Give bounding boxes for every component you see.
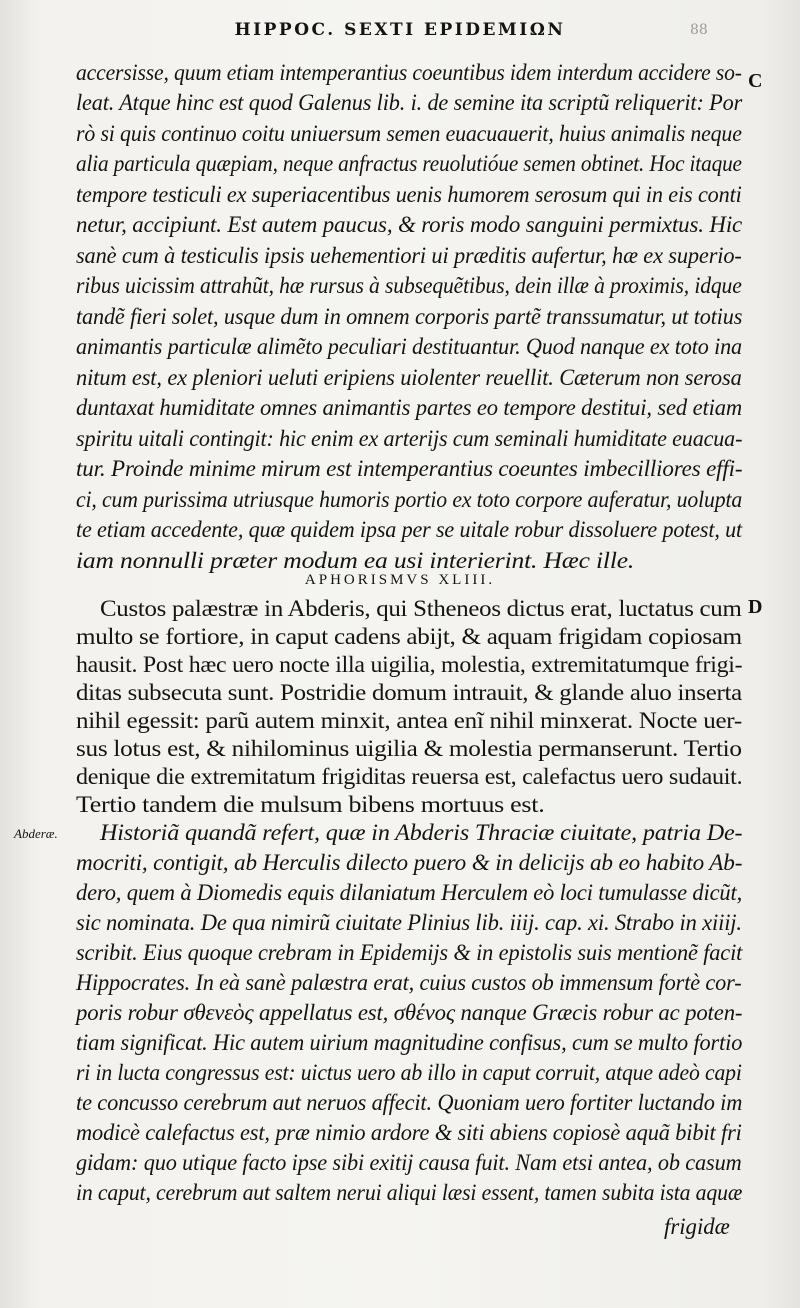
page-number: 88: [690, 22, 708, 38]
commentary-line: sanè cum à testiculis ipsis uehementiori ui præditis aufertur, hæ ex superio-: [76, 243, 742, 268]
commentary-line: iam nonnulli præter modum ea usi interierint. Hæc ille.: [76, 548, 635, 573]
commentary-line: tiam significat. Hic autem uirium magnitudine confisus, cum se multo fortio: [76, 1030, 743, 1055]
aphorism-line: denique die extremitatum frigiditas reuersa est, calefactus uero sudauit.: [76, 764, 743, 790]
commentary-line: spiritu uitali contingit: hic enim ex arterijs cum seminali humiditate euacua-: [76, 426, 743, 451]
aphorism-title: APHORISMVS XLIII.: [304, 572, 496, 588]
aphorism-line: Tertio tandem die mulsum bibens mortuus est.: [76, 792, 545, 818]
margin-note-abdera: Abderæ.: [14, 826, 58, 841]
commentary-line: Historiã quandã refert, quæ in Abderis Thraciæ ciuitate, patria De-: [100, 820, 743, 845]
commentary-line: sic nominata. De qua nimirũ ciuitate Plinius lib. iiij. cap. xi. Strabo in xiiij.: [76, 910, 742, 935]
margin-letter-d: D: [748, 596, 763, 618]
commentary-line: dero, quem à Diomedis equis dilaniatum Herculem eò loci tumulasse dicũt,: [76, 880, 743, 905]
commentary-line: modicè calefactus est, præ nimio ardore & siti abiens copiosè aquã bibit fri: [76, 1120, 742, 1145]
commentary-line: in caput, cerebrum aut saltem nerui aliqui læsi essent, tamen subita ista aquæ: [76, 1180, 743, 1205]
aphorism-line: sus lotus est, & nihilominus uigilia & molestia permanserunt. Tertio: [76, 736, 742, 762]
running-head: HIPPOC. SEXTI EPIDEMIΩN: [234, 20, 566, 40]
aphorism-line: nihil egessit: parũ autem minxit, antea enĩ nihil minxerat. Nocte uer-: [76, 708, 742, 734]
commentary-line: tempore testiculi ex superiacentibus uenis humorem serosum qui in eis conti: [76, 182, 742, 207]
commentary-line: ri in lucta congressus est: uictus uero ab illo in caput corruit, atque adeò capi: [76, 1060, 742, 1085]
commentary-line: accersisse, quum etiam intemperantius coeuntibus idem interdum accidere so-: [76, 60, 742, 85]
commentary-line: netur, accipiunt. Est autem paucus, & roris modo sanguini permixtus. Hic: [76, 212, 743, 237]
aphorism-line: ditas subsecuta sunt. Postridie domum intrauit, & glande aluo inserta: [76, 680, 742, 706]
commentary-line: rò si quis continuo coitu uniuersum semen euacuauerit, huius animalis neque: [76, 121, 742, 146]
catchword: frigidæ: [664, 1214, 730, 1239]
commentary-line: te concusso cerebrum aut neruos affecit. Quoniam uero fortiter luctando im: [76, 1090, 743, 1115]
aphorism-line: Custos palæstræ in Abderis, qui Stheneos dictus erat, luctatus cum: [100, 596, 742, 622]
commentary-line: leat. Atque hinc est quod Galenus lib. i. de semine ita scriptũ reliquerit: Por: [76, 90, 743, 115]
commentary-line: nitum est, ex pleniori ueluti eripiens uiolenter reuellit. Cæterum non serosa: [76, 365, 742, 390]
commentary-line: te etiam accedente, quæ quidem ipsa per se uitale robur dissoluere potest, ut: [76, 517, 743, 542]
commentary-line: animantis particulæ alimẽto peculiari destituantur. Quod nanque ex toto ina: [76, 334, 743, 359]
commentary-line: alia particula quæpiam, neque anfractus reuolutióue semen obtinet. Hoc itaque: [76, 151, 742, 176]
commentary-line: poris robur σθενεὸς appellatus est, σθένος nanque Græcis robur ac poten-: [76, 1000, 743, 1025]
aphorism-line: hausit. Post hæc uero nocte illa uigilia, molestia, extremitatumque frigi-: [76, 652, 743, 678]
commentary-line: ribus uicissim attrahũt, hæ rursus à subsequẽtibus, dein illæ à proximis, idque: [76, 273, 742, 298]
commentary-line: Hippocrates. In eà sanè palæstra erat, cuius custos ob immensum fortè cor-: [76, 970, 742, 995]
commentary-line: scribit. Eius quoque crebram in Epidemijs & in epistolis suis mentionẽ facit: [76, 940, 743, 965]
commentary-line: ci, cum purissima utriusque humoris portio ex toto corpore auferatur, uolupta: [76, 487, 743, 512]
commentary-line: tur. Proinde minime mirum est intemperantius coeuntes imbecilliores effi-: [76, 456, 743, 481]
commentary-line: mocriti, contigit, ab Herculis dilecto puero & in delicijs ab eo habito Ab-: [76, 850, 743, 875]
aphorism-line: multo se fortiore, in caput cadens abijt, & aquam frigidam copiosam: [76, 624, 742, 650]
commentary-line: duntaxat humiditate omnes animantis partes eo tempore destitui, sed etiam: [76, 395, 743, 420]
commentary-line: gidam: quo utique facto ipse sibi exitij causa fuit. Nam etsi antea, ob casum: [76, 1150, 742, 1175]
commentary-line: tandẽ fieri solet, usque dum in omnem corporis partẽ transsumatur, ut totius: [76, 304, 743, 329]
margin-letter-c: C: [748, 70, 763, 92]
